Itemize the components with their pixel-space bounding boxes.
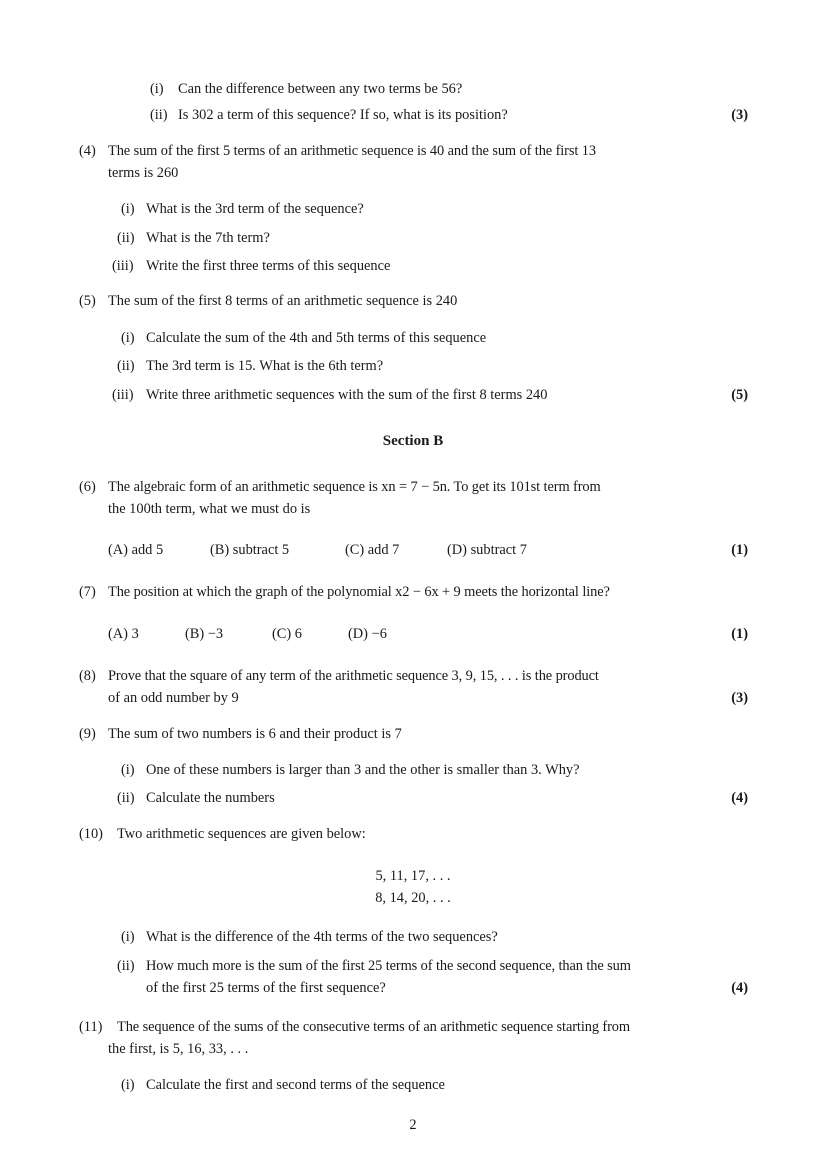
question-number: (9) xyxy=(79,726,96,742)
question-4-part-iii xyxy=(0,255,826,277)
question-7 xyxy=(0,581,826,603)
question-text: of an odd number by 9 xyxy=(108,690,239,706)
question-text: the 100th term, what we must do is xyxy=(108,501,311,517)
question-number: (11) xyxy=(79,1019,103,1035)
question-5-part-iii xyxy=(0,384,826,406)
part-text: The 3rd term is 15. What is the 6th term? xyxy=(146,358,384,374)
question-number: (6) xyxy=(79,479,96,495)
section-heading: Section B xyxy=(382,433,444,449)
sequence-2: 8, 14, 20, . . . xyxy=(375,890,451,906)
question-text: The position at which the graph of the polynomial x2 − 6x + 9 meets the horizontal line? xyxy=(108,584,610,600)
marks: (4) xyxy=(731,790,748,806)
part-label: (i) xyxy=(121,201,135,217)
marks: (3) xyxy=(731,690,748,706)
question-4-part-ii xyxy=(0,227,826,249)
option-c: (C) 6 xyxy=(272,626,302,642)
part-text: One of these numbers is larger than 3 and the other is smaller than 3. Why? xyxy=(146,762,580,778)
part-label: (i) xyxy=(121,1077,135,1093)
question-11-line2 xyxy=(0,1038,826,1060)
part-label: (ii) xyxy=(117,230,135,246)
part-text: How much more is the sum of the first 25 terms of the second sequence, than the sum xyxy=(146,958,631,974)
part-text: What is the 7th term? xyxy=(146,230,270,246)
option-b: (B) −3 xyxy=(185,626,224,642)
marks: (4) xyxy=(731,980,748,996)
part-label: (ii) xyxy=(150,107,168,123)
question-4 xyxy=(0,140,826,162)
part-label: (iii) xyxy=(112,258,134,274)
question-10-part-i xyxy=(0,926,826,948)
part-label: (i) xyxy=(150,81,164,97)
question-11-part-i xyxy=(0,1074,826,1096)
question-6 xyxy=(0,476,826,498)
question-5 xyxy=(0,290,826,312)
part-text: Calculate the sum of the 4th and 5th terms of this sequence xyxy=(146,330,487,346)
part-text: Is 302 a term of this sequence? If so, what is its position? xyxy=(178,107,508,123)
part-label: (ii) xyxy=(117,358,135,374)
question-text: The sequence of the sums of the consecutive terms of an arithmetic sequence starting from xyxy=(117,1019,630,1035)
question-9 xyxy=(0,723,826,745)
question-10 xyxy=(0,823,826,845)
marks: (5) xyxy=(731,387,748,403)
part-label: (iii) xyxy=(112,387,134,403)
question-text: Two arithmetic sequences are given below: xyxy=(117,826,366,842)
question-text: The sum of two numbers is 6 and their product is 7 xyxy=(108,726,402,742)
question-text: The sum of the first 5 terms of an arithmetic sequence is 40 and the sum of the first 13 xyxy=(108,143,596,159)
question-number: (7) xyxy=(79,584,96,600)
marks: (1) xyxy=(731,542,748,558)
question-number: (8) xyxy=(79,668,96,684)
part-text: Calculate the numbers xyxy=(146,790,275,806)
question-text: The algebraic form of an arithmetic sequence is xn = 7 − 5n. To get its 101st term from xyxy=(108,479,601,495)
option-b: (B) subtract 5 xyxy=(210,542,290,558)
question-10-part-ii-line2 xyxy=(0,977,826,999)
part-label: (i) xyxy=(121,929,135,945)
question-number: (10) xyxy=(79,826,103,842)
part-text: Calculate the first and second terms of the sequence xyxy=(146,1077,445,1093)
question-5-part-i xyxy=(0,327,826,349)
part-text: of the first 25 terms of the first sequence? xyxy=(146,980,386,996)
question-8-line2 xyxy=(0,687,826,709)
part-label: (ii) xyxy=(117,958,135,974)
option-a: (A) 3 xyxy=(108,626,139,642)
option-a: (A) add 5 xyxy=(108,542,164,558)
question-8 xyxy=(0,665,826,687)
question-9-part-ii xyxy=(0,787,826,809)
question-text: The sum of the first 8 terms of an arithmetic sequence is 240 xyxy=(108,293,458,309)
part-label: (i) xyxy=(121,762,135,778)
marks: (3) xyxy=(731,107,748,123)
question-text: terms is 260 xyxy=(108,165,179,181)
question-text: Prove that the square of any term of the arithmetic sequence 3, 9, 15, . . . is the product xyxy=(108,668,599,684)
question-10-part-ii xyxy=(0,955,826,977)
option-d: (D) −6 xyxy=(348,626,387,642)
question-11 xyxy=(0,1016,826,1038)
page-number: 2 xyxy=(409,1117,417,1133)
question-9-part-i xyxy=(0,759,826,781)
question-6-line2 xyxy=(0,498,826,520)
question-4-line2 xyxy=(0,162,826,184)
question-number: (5) xyxy=(79,293,96,309)
question-6-options xyxy=(0,539,826,561)
question-5-part-ii xyxy=(0,355,826,377)
question-number: (4) xyxy=(79,143,96,159)
part-text: Write three arithmetic sequences with the sum of the first 8 terms 240 xyxy=(146,387,548,403)
part-label: (ii) xyxy=(117,790,135,806)
marks: (1) xyxy=(731,626,748,642)
question-3-part-i xyxy=(0,78,826,100)
option-c: (C) add 7 xyxy=(345,542,400,558)
part-text: Can the difference between any two terms be 56? xyxy=(178,81,463,97)
part-label: (i) xyxy=(121,330,135,346)
part-text: What is the 3rd term of the sequence? xyxy=(146,201,364,217)
question-7-options xyxy=(0,623,826,645)
question-4-part-i xyxy=(0,198,826,220)
option-d: (D) subtract 7 xyxy=(447,542,527,558)
part-text: What is the difference of the 4th terms of the two sequences? xyxy=(146,929,498,945)
question-text: the first, is 5, 16, 33, . . . xyxy=(108,1041,249,1057)
sequence-1: 5, 11, 17, . . . xyxy=(375,868,451,884)
question-3-part-ii xyxy=(0,104,826,126)
part-text: Write the first three terms of this sequence xyxy=(146,258,391,274)
